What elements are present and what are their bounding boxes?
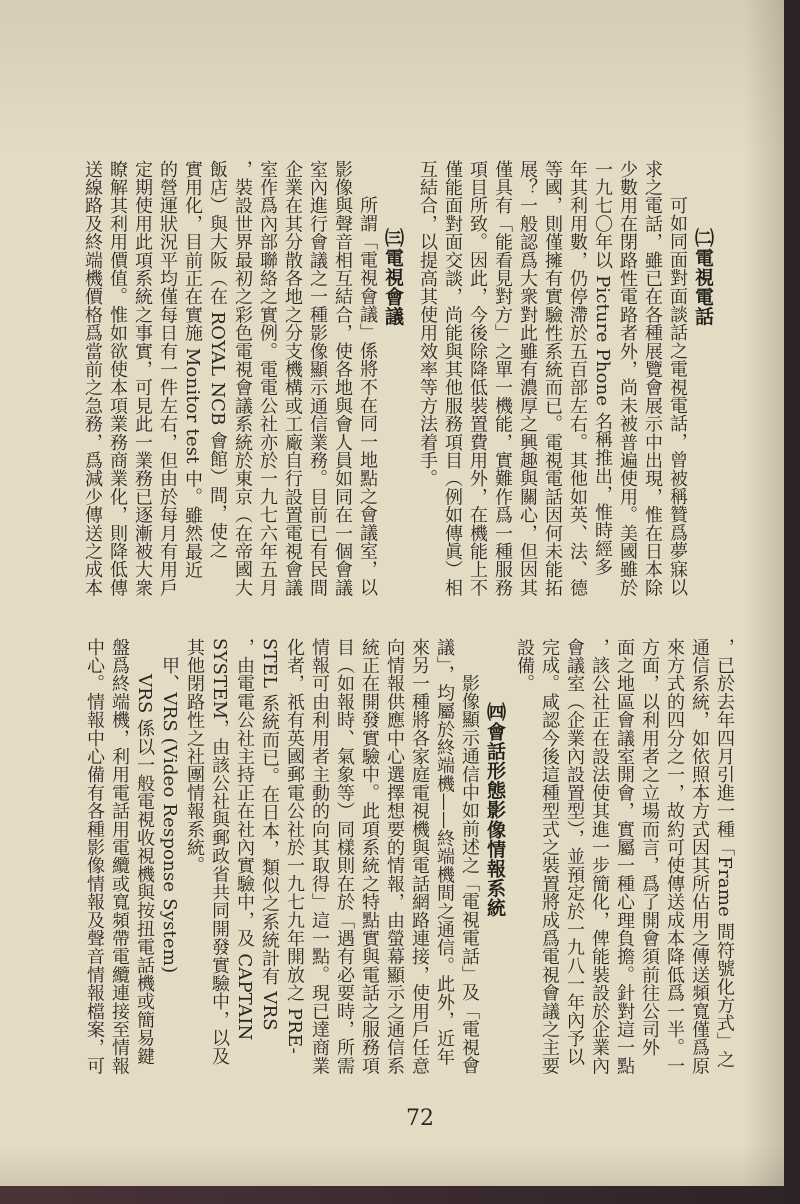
body-line: 方面，以利用者之立場而言，爲了開會須前往公司外 [639,638,660,1057]
body-line: 化者，祇有英國郵電公社於一九七九年開放之 PRE- [284,638,305,1054]
subsection-heading: 甲、VRS (Video Response System) [159,656,180,974]
body-line: 僅具有「能看見對方」之單一機能，實難作爲一種服務 [492,160,513,597]
body-line: 求之電話，雖已在各種展覽會展示中出現，惟在日本除 [642,160,663,597]
body-line: 通信系統，如依照本方式因其所佔用之傳送頻寬僅爲原 [689,638,710,1075]
lower-text-block [82,638,737,1083]
body-line: 可如同面對面談話之電視電話，曾被稱贊爲夢寐以 [667,196,688,597]
body-line: 議」，均屬於終端機——終端機間之通信。此外，近年 [434,638,455,1066]
body-line: 年其利用數，仍停滯於五百部左右。其他如英、法、德 [567,160,588,597]
body-line: 盤爲終端機，利用電話用電纜或寬頻帶電纜連接至情報 [109,638,130,1075]
body-line: 送線路及終端機價格爲當前之急務，爲減少傳送之成本 [82,160,103,597]
body-line: 所謂「電視會議」係將不在同一地點之會議室，以 [357,196,378,597]
body-line: 僅能面對面交談，尚能與其他服務項目（例如傳眞）相 [442,160,463,597]
body-line: 項目所致。因此，今後除降低裝置費用外，在機能上不 [467,160,488,597]
body-line: 情報可由利用者主動的向其取得」這一點。現已達商業 [309,638,330,1075]
body-line: 面之地區會議室開會，實屬一種心理負擔。針對這一點 [614,638,635,1075]
page-number: 72 [406,1106,434,1131]
body-line: 統正在開發實驗中。此項系統之特點實與電話之服務項 [359,638,380,1075]
body-line: 室作爲內部聯絡之實例。電電公社亦於一九七六年五月 [257,160,278,597]
body-line: 展？一般認爲大衆對此雖有濃厚之興趣與關心，但因其 [517,160,538,597]
body-line: 目（如報時、氣象等）同樣則在於「遇有必要時，所需 [334,638,355,1075]
body-line: 互結合，以提高其使用效率等方法着手。 [417,160,438,488]
upper-text-block [80,160,715,605]
body-line: 影像顯示通信中如前述之「電視電話」及「電視會 [459,674,480,1075]
body-line: 來方式的四分之一，故約可使傳送成本降低爲一半。一 [664,638,685,1075]
section-heading: ㈡電視電話 [692,228,714,326]
section-heading: ㈢電視會議 [382,228,404,326]
body-line: 完成。咸認今後這種型式之裝置將成爲電視會議之主要 [539,638,560,1075]
body-line: 一九七〇年以 Picture Phone 名稱推出，惟時經多 [592,160,613,576]
body-line: 飯店）與大阪（在 ROYAL NCB 會館）間，使之 [207,160,228,559]
body-line: 室內進行會議之一種影像顯示通信業務。目前已有民間 [307,160,328,597]
body-line: 等國，則僅擁有實驗性系統而已。電視電話因何未能拓 [542,160,563,597]
body-line: ，已於去年四月引進一種「Frame 間符號化方式」之 [714,638,735,1069]
body-line: VRS 係以一般電視收視機與按扭電話機或簡易鍵 [134,674,155,1066]
body-line: 向情報供應中心選擇想要的情報，由螢幕顯示之通信系 [384,638,405,1075]
body-line: 設備。 [514,638,535,693]
body-line: 定期使用此項系統之事實，可見此一業務已逐漸被大衆 [132,160,153,597]
section-heading: ㈣會話形態影像情報系統 [484,702,506,918]
body-line: 其他閉路性之社團情報系統。 [184,638,205,875]
body-line: 來另一種將各家庭電視機與電話網路連接，使用戶任意 [409,638,430,1075]
body-line: SYSTEM，由該公社與郵政省共同開發實驗中，以及 [209,638,230,1066]
body-line: 影像與聲音相互結合，使各地與會人員如同在一個會議 [332,160,353,597]
body-line: 實用化，目前正在實施 Monitor test 中。雖然最近 [182,160,203,579]
body-line: ，該公社正在設法使其進一步簡化，俾能裝設於企業內 [589,638,610,1075]
body-line: 企業在其分散各地之分支機構或工廠自行設置電視會議 [282,160,303,597]
body-line: STEL 系統而已。在日本，類似之系統計有 VRS [259,638,280,1031]
body-line: 中心。情報中心備有各種影像情報及聲音情報檔案，可 [84,638,105,1075]
body-line: 的營運狀況平均僅每日有一件左右，但由於每月有用戶 [157,160,178,597]
body-line: 瞭解其利用價值。惟如欲使本項業務商業化，則降低傳 [107,160,128,597]
body-line: 會議室（企業內設置型），並預定於一九八一年內予以 [564,638,585,1066]
body-line: ，由電電公社主持正在社內實驗中，及 CAPTAIN [234,638,255,1041]
body-line: 少數用在閉路性電路者外，尚未被普遍使用。美國雖於 [617,160,638,597]
body-line: ，裝設世界最初之彩色電視會議系統於東京（在帝國大 [232,160,253,597]
